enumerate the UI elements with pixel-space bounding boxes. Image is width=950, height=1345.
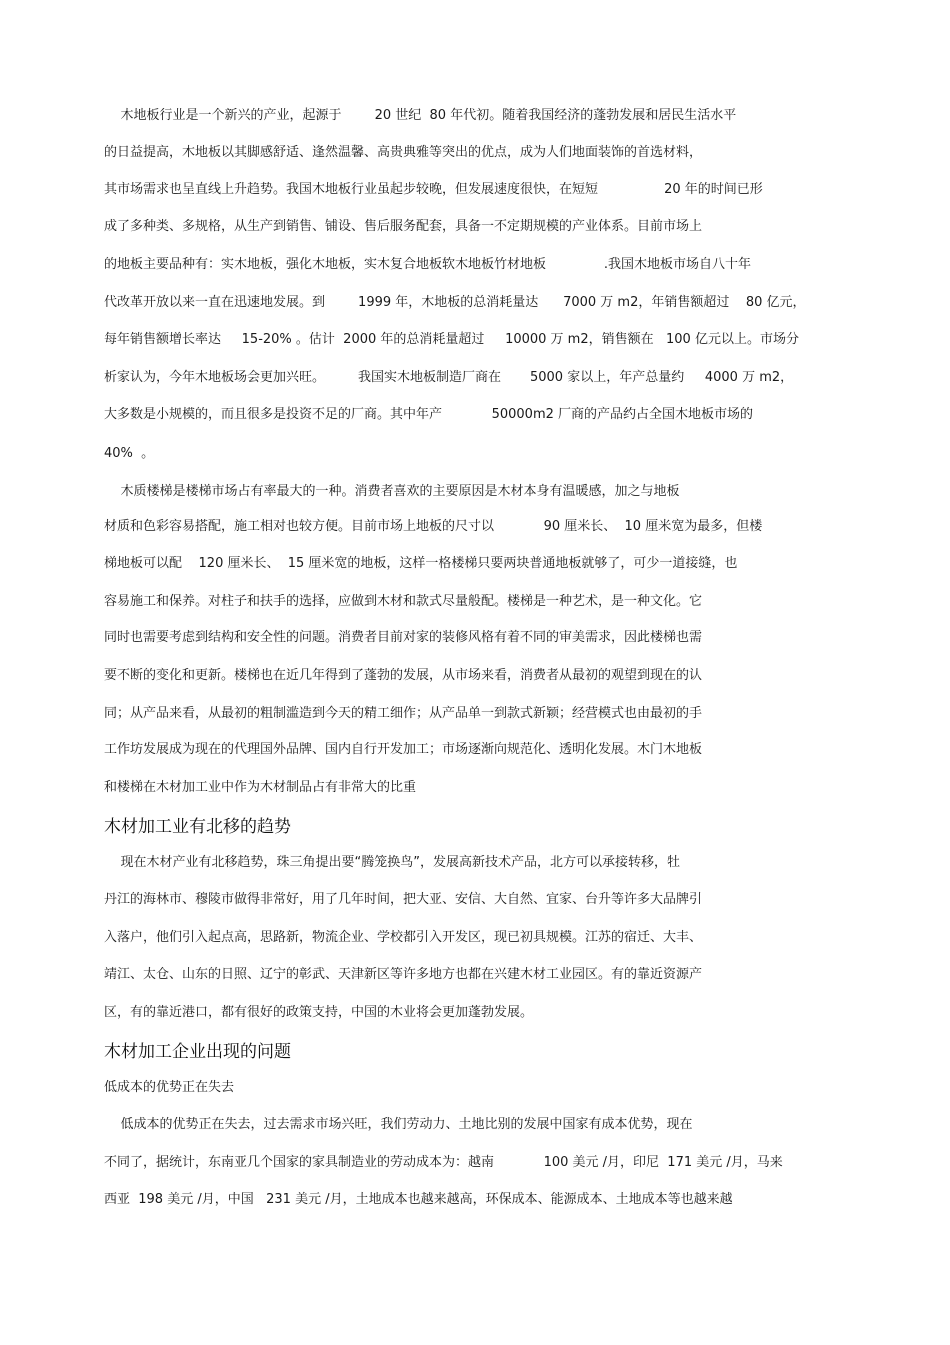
text-line: 同时也需要考虑到结构和安全性的问题。消费者目前对家的装修风格有着不同的审美需求，因此楼梯也需: [104, 630, 703, 645]
text-line: 木地板行业是一个新兴的产业，起源于 20 世纪 80 年代初。随着我国经济的蓬勃发展和居民生活水平: [104, 108, 737, 123]
text-line: 其市场需求也呈直线上升趋势。我国木地板行业虽起步较晚，但发展速度很快，在短短 20 年的时间已形: [104, 182, 763, 197]
text-line: 析家认为，今年木地板场会更加兴旺。 我国实木地板制造厂商在 5000 家以上，年产总量约 4000 万 m2，: [104, 370, 794, 385]
text-line: 每年销售额增长率达 15-20% 。估计 2000 年的总消耗量超过 10000 万 m2，销售额在 100 亿元以上。市场分: [104, 332, 799, 347]
subsection-heading: 低成本的优势正在失去: [104, 1080, 235, 1095]
text-line: 丹江的海林市、穆陵市做得非常好，用了几年时间，把大亚、安信、大自然、宜家、台升等许多大品牌引: [104, 892, 703, 907]
text-line: 要不断的变化和更新。楼梯也在近几年得到了蓬勃的发展，从市场来看，消费者从最初的观望到现在的认: [104, 668, 703, 683]
text-line: 入落户，他们引入起点高，思路新，物流企业、学校都引入开发区，现已初具规模。江苏的宿迁、大丰、: [104, 930, 703, 945]
text-line: 西亚 198 美元 /月，中国 231 美元 /月，土地成本也越来越高，环保成本、能源成本、土地成本等也越来越: [104, 1192, 733, 1207]
text-line: 梯地板可以配 120 厘米长、 15 厘米宽的地板，这样一格楼梯只要两块普通地板就够了，可少一道接缝，也: [104, 556, 738, 571]
text-line: 和楼梯在木材加工业中作为木材制品占有非常大的比重: [104, 780, 417, 795]
text-line: 40% 。: [104, 446, 155, 461]
text-line: 木质楼梯是楼梯市场占有率最大的一种。消费者喜欢的主要原因是木材本身有温暖感，加之与地板: [104, 484, 680, 499]
text-line: 大多数是小规模的，而且很多是投资不足的厂商。其中年产 50000m2 厂商的产品约占全国木地板市场的: [104, 407, 754, 422]
text-line: 代改革开放以来一直在迅速地发展。到 1999 年，木地板的总消耗量达 7000 万 m2，年销售额超过 80 亿元，: [104, 295, 806, 310]
text-line: 的地板主要品种有：实木地板，强化木地板，实木复合地板软木地板竹材地板 .我国木地板市场自八十年: [104, 257, 751, 272]
text-line: 工作坊发展成为现在的代理国外品牌、国内自行开发加工；市场逐渐向规范化、透明化发展。木门木地板: [104, 742, 703, 757]
text-line: 现在木材产业有北移趋势，珠三角提出要“腾笼换鸟”，发展高新技术产品，北方可以承接转移，牡: [104, 855, 680, 870]
text-line: 的日益提高，木地板以其脚感舒适、逢然温馨、高贵典雅等突出的优点，成为人们地面装饰的首选材料，: [104, 145, 703, 160]
text-line: 同；从产品来看，从最初的粗制滥造到今天的精工细作；从产品单一到款式新颖；经营模式也由最初的手: [104, 706, 703, 721]
text-line: 靖江、太仓、山东的日照、辽宁的彰武、天津新区等许多地方也都在兴建木材工业园区。有的靠近资源产: [104, 967, 703, 982]
section-heading: 木材加工业有北移的趋势: [104, 817, 291, 837]
text-line: 不同了，据统计，东南亚几个国家的家具制造业的劳动成本为：越南 100 美元 /月，印尼 171 美元 /月，马来: [104, 1155, 783, 1170]
text-line: 区，有的靠近港口，都有很好的政策支持，中国的木业将会更加蓬勃发展。: [104, 1005, 534, 1020]
text-line: 成了多种类、多规格，从生产到销售、铺设、售后服务配套，具备一不定期规模的产业体系。目前市场上: [104, 219, 703, 234]
text-line: 材质和色彩容易搭配，施工相对也较方便。目前市场上地板的尺寸以 90 厘米长、 10 厘米宽为最多，但楼: [104, 519, 763, 534]
text-line: 低成本的优势正在失去，过去需求市场兴旺，我们劳动力、土地比别的发展中国家有成本优势，现在: [104, 1117, 693, 1132]
section-heading: 木材加工企业出现的问题: [104, 1042, 291, 1062]
text-line: 容易施工和保养。对柱子和扶手的选择，应做到木材和款式尽量般配。楼梯是一种艺术，是一种文化。它: [104, 594, 703, 609]
